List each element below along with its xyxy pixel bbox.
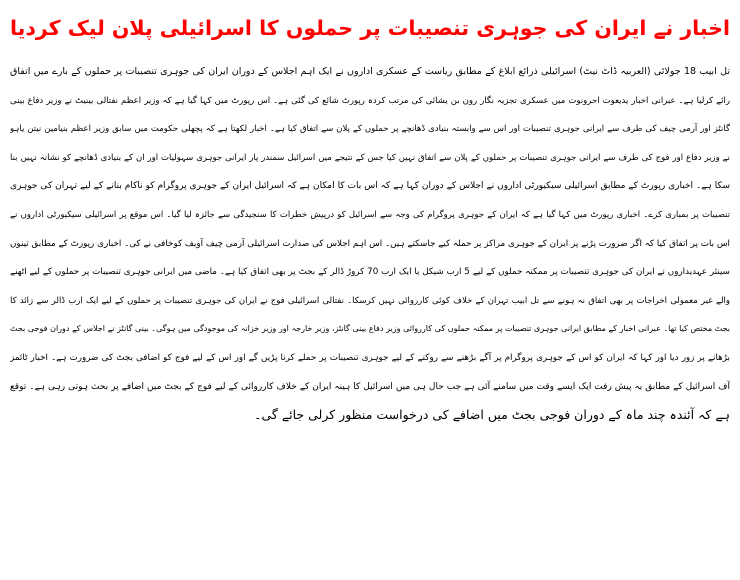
article-line: گانٹز اور آرمی چیف کی طرف سے ایرانی جوہری تنصیبات اور اس سے وابستہ بنیادی ڈھانچے پر حملوں کے پلان سے اتفاق کیا ہے۔ اخبار لکھتا ہے کہ پچھلی حکومت میں سابق وزیر اعظم بنیامین نیتن یاہو [10,124,730,135]
article-line: تل ابیب 18 جولائی (العربیہ ڈاٹ نیٹ) اسرائیلی ذرائع ابلاغ کے مطابق ریاست کے عسکری اداروں نے ایک اہم اجلاس کے دوران ایران کی جوہری تنصیبات پر حملوں کے بارے میں اتفاق [10,66,730,77]
article-line: بجٹ مختص کیا تھا۔ عبرانی اخبار کے مطابق ایرانی جوہری تنصیبات پر ممکنہ حملوں کی کارروائی وزیر دفاع بینی گانٹز، وزیر خارجہ اور وزیر خزانہ کی موجودگی میں ہوگی۔ بینی گانٹز نے اجلاس کے دوران فوجی بجٹ [10,324,730,334]
article-line: بڑھانے پر زور دیا اور کہا کہ ایران کو اس کے جوہری پروگرام پر آگے بڑھنے سے روکنے کے لیے جوہری تنصیبات پر حملے کرنا پڑیں گے اور اس کے لیے فوج کو اضافی بجٹ کی ضرورت ہے۔ اخبار ٹائمز [10,352,730,363]
article-body [10,58,730,430]
article-line: اس بات پر اتفاق کیا کہ اگر ضرورت پڑنے پر ایران کے جوہری مراکز پر حملہ کیے جاسکتے ہیں۔ اس اہم اجلاس کی صدارت اسرائیلی آرمی چیف آویف کوخافی نے کی۔ اخباری رپورٹ کے مطابق تینوں [10,238,730,249]
article-line: سکا ہے۔ اخباری رپورٹ کے مطابق اسرائیلی سیکیورٹی اداروں نے اجلاس کے دوران کہا ہے کہ اس بات کا امکان ہے کہ اسرائیل ایران کے جوہری پروگرام کو ناکام بنانے کے لیے تہران کی جوہری [10,181,730,192]
article-line: نے وزیر دفاع اور فوج کی طرف سے ایرانی جوہری تنصیبات پر حملوں کے پلان سے اتفاق نہیں کیا جس کے نتیجے میں اسرائیل سمندر پار ایرانی جوہری سہولیات اور ان کے بنیادی ڈھانچے کو نشانہ نہیں بنا [10,152,730,163]
article-line: سینئر عہدیداروں نے ایران کی جوہری تنصیبات پر ممکنہ حملوں کے لیے 5 ارب شیکل یا ایک ارب 70 کروڑ ڈالر کے بجٹ پر بھی اتفاق کیا ہے۔ ماضی میں ایرانی جوہری تنصیبات پر حملوں کے لیے اٹھنے [10,267,730,278]
article-line: رائے کرلیا ہے۔ عبرانی اخبار یدیعوت احرونوت میں عسکری تجزیہ نگار رون بن یشائی کی مرتب کردہ رپورٹ شائع کی گئی ہے۔ اس رپورٹ میں کہا گیا ہے کہ وزیر اعظم نفتالی بینیٹ نے وزیر دفاع بینی [10,95,730,106]
article-line: والے غیر معمولی اخراجات پر بھی اتفاق نہ ہونے سے تل ابیب تہران کے خلاف کوئی کارروائی نہیں کرسکا۔ نفتالی اسرائیلی فوج نے ایران کی جوہری تنصیبات پر حملوں کے لیے ایک ارب ڈالر سے زائد کا [10,295,730,306]
article-headline: اخبار نے ایران کی جوہری تنصیبات پر حملوں کا اسرائیلی پلان لیک کردیا [10,16,730,40]
article-line-last: ہے کہ آئندہ چند ماہ کے دوران فوجی بجٹ میں اضافے کی درخواست منظور کرلی جائے گی۔ [254,407,730,423]
article-line: آف اسرائیل کے مطابق یہ پیش رفت ایک ایسے وقت میں سامنے آئی ہے جب حال ہی میں اسرائیل کا ہینہ ایران کے خلاف کارروائی کے لیے فوج کے بجٹ میں اضافے پر بحث ہوتی رہی ہے۔ توقع [10,381,730,392]
article-line: تنصیبات پر بمباری کرے۔ اخباری رپورٹ میں کہا گیا ہے کہ ایران کے جوہری پروگرام کی وجہ سے اسرائیل کو درپیش خطرات کا سنجیدگی سے جائزہ لیا گیا۔ اس موقع پر اسرائیلی سیکیورٹی اداروں نے [10,209,730,220]
